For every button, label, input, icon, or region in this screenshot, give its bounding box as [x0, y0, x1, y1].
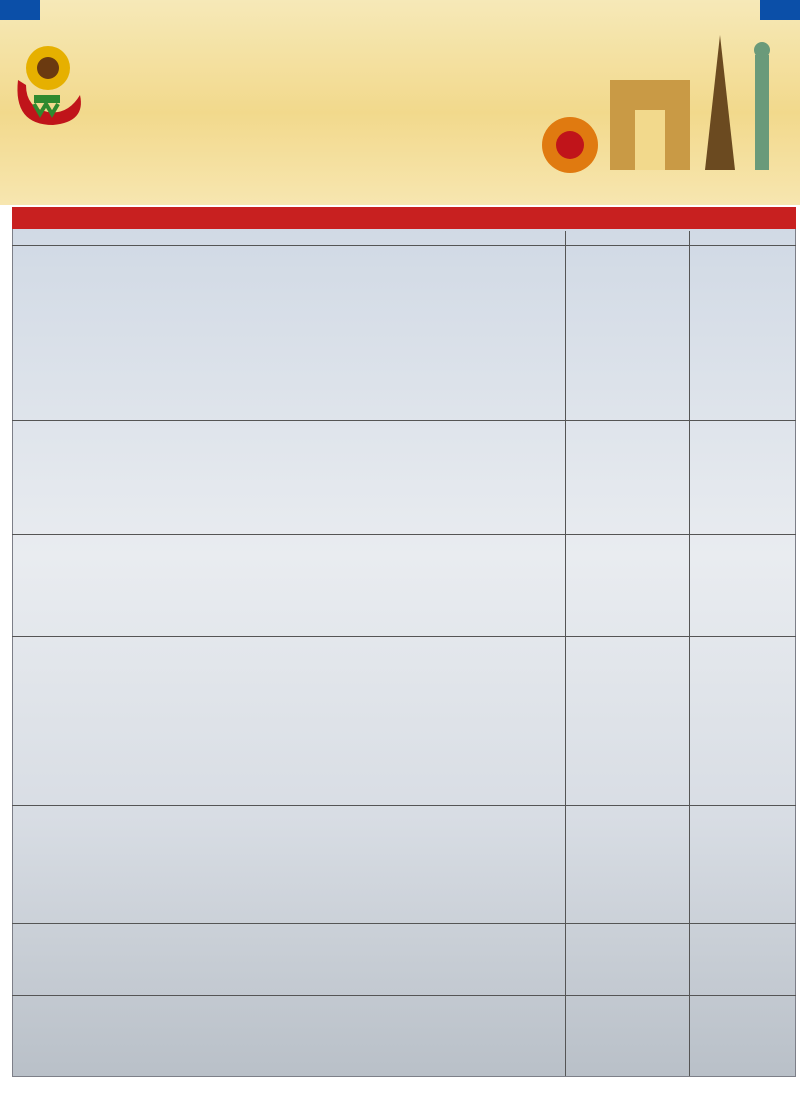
sunflower-logo-icon [8, 40, 88, 130]
col-route [12, 231, 565, 245]
route-table [12, 207, 796, 1077]
landmarks-illustration-icon [500, 25, 800, 175]
ad-tag-left [0, 0, 40, 20]
route-banner [12, 207, 796, 229]
col-price [689, 231, 796, 245]
header [0, 0, 800, 205]
col-date [565, 231, 689, 245]
ad-tag-right [760, 0, 800, 20]
